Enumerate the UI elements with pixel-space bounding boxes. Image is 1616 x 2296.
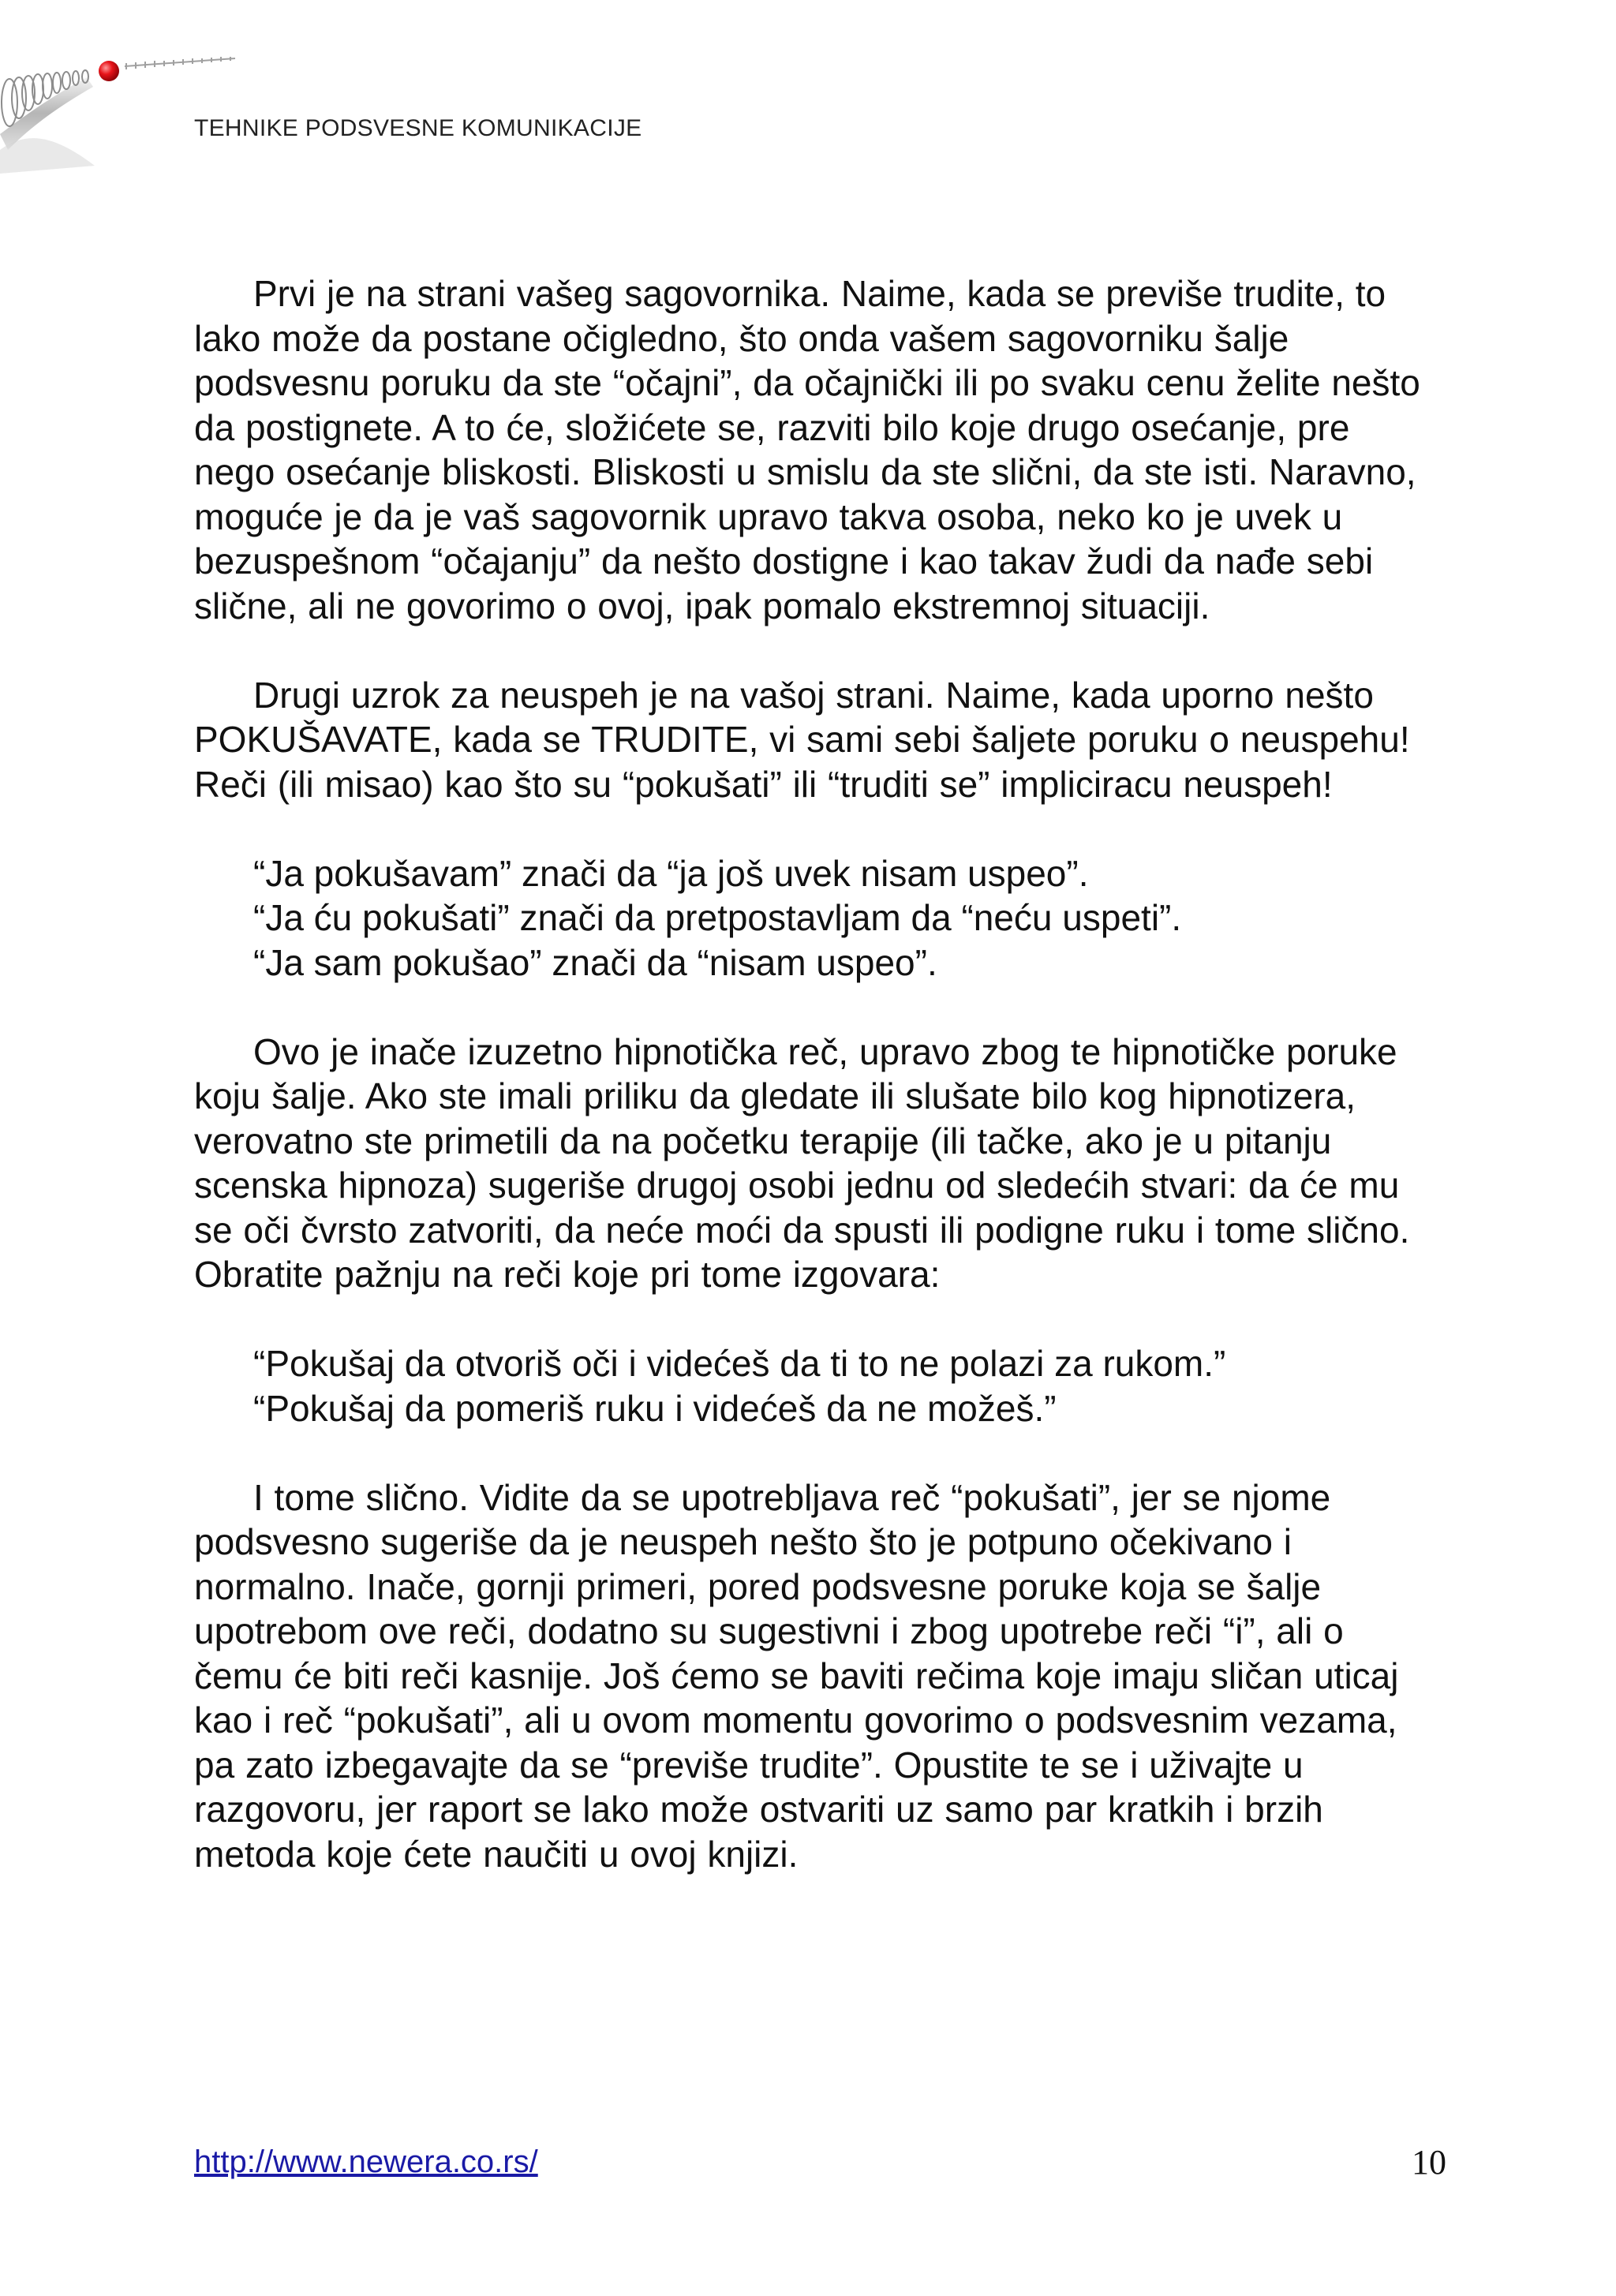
paragraph-3: Ovo je inače izuzetno hipnotička reč, upravo zbog te hipnotičke poruke koju šalje. Ako ste imali priliku da gledate ili slušate bilo kog hipnotizera, verovatno ste primetili da na početku terapije (ili tačke, ako je u pitanju scenska hipnoza) sugeriše drugoj osobi jednu od sledećih stvari: da će mu se oči čvrsto zatvoriti, da neće moći da spusti ili podigne ruku i tome slično. Obratite pažnju na reči koje pri tome izgovara:: [194, 1030, 1410, 1295]
example-line: “Pokušaj da pomeriš ruku i videćeš da ne možeš.”: [253, 1387, 1057, 1429]
spiral-arrow-logo: [0, 32, 245, 174]
example-line: “Pokušaj da otvoriš oči i videćeš da ti to ne polazi za rukom.”: [253, 1343, 1226, 1384]
page-number: 10: [1412, 2143, 1446, 2182]
examples-block-1: [194, 851, 1441, 985]
example-line: “Ja ću pokušati” znači da pretpostavljam da “neću uspeti”.: [253, 897, 1182, 938]
example-line: “Ja sam pokušao” znači da “nisam uspeo”.: [253, 941, 937, 983]
example-line: “Ja pokušavam” znači da “ja još uvek nisam uspeo”.: [253, 852, 1089, 894]
paragraph-2: Drugi uzrok za neuspeh je na vašoj strani. Naime, kada uporno nešto POKUŠAVATE, kada se TRUDITE, vi sami sebi šaljete poruku o neuspehu! Reči (ili misao) kao što su “pokušati” ili “truditi se” impliciracu neuspeh!: [194, 674, 1410, 805]
website-link[interactable]: http://www.newera.co.rs/: [194, 2145, 538, 2179]
paragraph-1: Prvi je na strani vašeg sagovornika. Naime, kada se previše trudite, to lako može da postane očigledno, što onda vašem sagovorniku šalje podsvesnu poruku da ste “očajni”, da očajnički ili po svaku cenu želite nešto da postignete. A to će, složićete se, razviti bilo koje drugo osećanje, pre nego osećanje bliskosti. Bliskosti u smislu da ste slični, da ste isti. Naravno, moguće je da je vaš sagovornik upravo takva osoba, neko ko je uvek u bezuspešnom “očajanju” da nešto dostigne i kao takav žudi da nađe sebi slične, ali ne govorimo o ovoj, ipak pomalo ekstremnoj situaciji.: [194, 273, 1420, 626]
page-body: [194, 271, 1441, 1921]
running-header: TEHNIKE PODSVESNE KOMUNIKACIJE: [194, 115, 642, 141]
paragraph-4: I tome slično. Vidite da se upotrebljava reč “pokušati”, jer se njome podsvesno sugeriše da je neuspeh nešto što je potpuno očekivano i normalno. Inače, gornji primeri, pored podsvesne poruke koja se šalje upotrebom ove reči, dodatno su sugestivni i zbog upotrebe reči “i”, ali o čemu će biti reči kasnije. Još ćemo se baviti rečima koje imaju sličan uticaj kao i reč “pokušati”, ali u ovom momentu govorimo o podsvesnim vezama, pa zato izbegavajte da se “previše trudite”. Opustite te se i uživajte u razgovoru, jer raport se lako može ostvariti uz samo par kratkih i brzih metoda koje ćete naučiti u ovoj knjizi.: [194, 1476, 1399, 1875]
examples-block-2: [194, 1341, 1441, 1430]
